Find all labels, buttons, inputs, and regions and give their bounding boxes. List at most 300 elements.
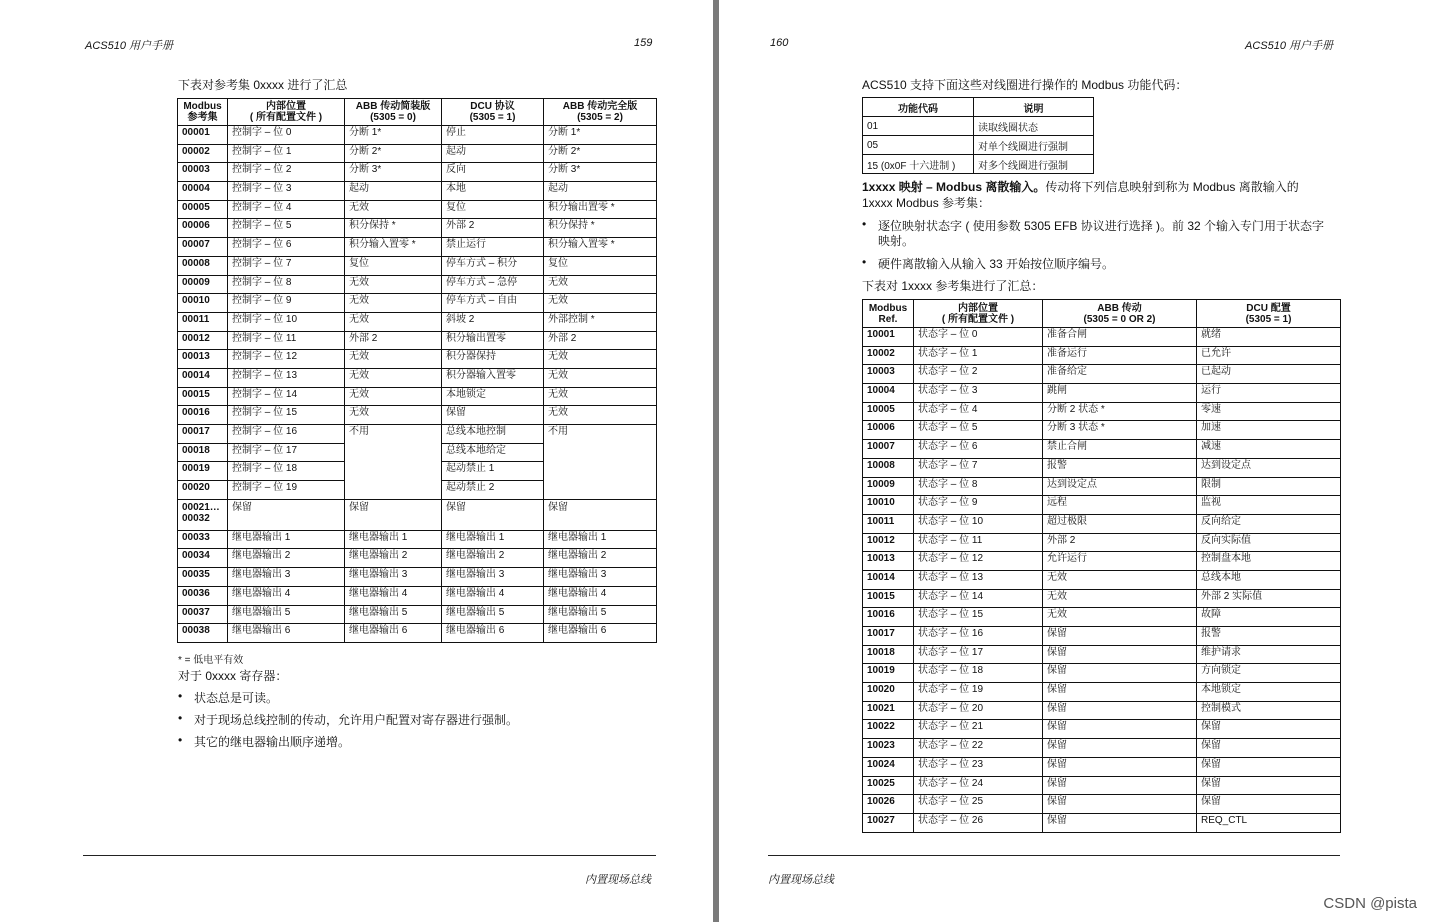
table-cell: 10003	[863, 365, 914, 384]
table-cell: 积分保持 *	[544, 219, 657, 238]
table-cell: 复位	[345, 256, 442, 275]
table-cell: 状态字 – 位 26	[914, 813, 1043, 832]
table-row	[863, 570, 1341, 589]
table-row	[178, 530, 657, 549]
table-cell: 00004	[178, 182, 228, 201]
table-cell: 继电器输出 1	[442, 530, 544, 549]
footnote: * = 低电平有效	[178, 655, 244, 666]
table-cell: 分断 1*	[345, 126, 442, 145]
table-row	[178, 275, 657, 294]
table-cell: 继电器输出 4	[228, 586, 345, 605]
table-cell: 控制字 – 位 9	[228, 294, 345, 313]
table-cell: 保留	[1043, 701, 1197, 720]
para-bold: 1xxxx 映射 – Modbus 离散输入。	[862, 180, 1046, 194]
table-cell: 10002	[863, 346, 914, 365]
table-cell: 10017	[863, 627, 914, 646]
table-row	[178, 294, 657, 313]
table-cell: 状态字 – 位 7	[914, 458, 1043, 477]
table-cell: 00002	[178, 144, 228, 163]
table-cell: 积分输出置零 *	[544, 200, 657, 219]
table-cell: 控制字 – 位 17	[228, 443, 345, 462]
table-cell: 积分保持 *	[345, 219, 442, 238]
col-header: 内部位置 ( 所有配置文件 )	[914, 300, 1043, 328]
table-cell: 继电器输出 6	[544, 624, 657, 643]
footer-text: 内置现场总线	[768, 874, 834, 886]
table-cell: 控制字 – 位 16	[228, 425, 345, 444]
table-cell: 保留	[1043, 645, 1197, 664]
table-cell: 远程	[1043, 496, 1197, 515]
col-header: 功能代码	[863, 98, 974, 117]
table-cell: 控制字 – 位 0	[228, 126, 345, 145]
table-cell: 保留	[1197, 776, 1341, 795]
col-header: Modbus Ref.	[863, 300, 914, 328]
table-row	[178, 182, 657, 201]
table-cell: 无效	[1043, 570, 1197, 589]
table-cell: 保留	[1197, 739, 1341, 758]
table-cell: 10015	[863, 589, 914, 608]
table-cell: 分断 3*	[345, 163, 442, 182]
table-cell: 保留	[1197, 720, 1341, 739]
table-cell: 控制字 – 位 13	[228, 368, 345, 387]
table-row	[863, 813, 1341, 832]
table-cell: 10027	[863, 813, 914, 832]
table-cell: 停车方式 – 积分	[442, 256, 544, 275]
table-cell: 本地锁定	[1197, 683, 1341, 702]
table-cell: 继电器输出 2	[228, 549, 345, 568]
table-cell: 00018	[178, 443, 228, 462]
table-row	[178, 387, 657, 406]
table-row	[863, 402, 1341, 421]
table-row	[178, 126, 657, 145]
table-cell: 保留	[1043, 683, 1197, 702]
table-cell: 保留	[1043, 795, 1197, 814]
table-cell: 保留	[345, 499, 442, 530]
left-page: ACS510 用户手册 159 下表对参考集 0xxxx 进行了汇总 Modbus 参考集 内部位置 ( 所有配置文件 ) ABB 传动简装版 (5305 = 0) DCU 协议 (5305 = 1) ABB 传动完全版 (5305 = 2) 00001 控制字 – 位 0 分断 1* 停止 分断 1* 00002 控制字 – 位 1 分断 2* 起动 分断 2* 00003 控制字 – 位 2 分断 3* 反向 分断 3* 00004 控制字 – 位 3 起动 本地 起动 00005 控制字 – 位 4 无效 复位 积分输出置零 * 00006 控制字 – 位 5 积分保持 * 外部 2 积分保持 * 00007 控制字 – 位 6 积分输入置零 * 禁止运行 积分输入置零 * 00008 控制字 – 位 7 复位 停车方式 – 积分 复位 00009 控制字 – 位 8 无效 停车方式 – 急停 无效 00010 控制字 – 位 9 无效 停车方式 – 自由 无效 00011 控制字 – 位 10 无效 斜坡 2 外部控制 * 00012 控制字 – 位 11 外部 2 积分输出置零 外部 2 00013 控制字 – 位 12 无效 积分器保持 无效 00014 控制字 – 位 13 无效 积分器输入置零 无效 00015 控制字 – 位 14 无效 本地锁定 无效 00016 控制字 – 位 15 无效 保留 无效 00017 控制字 – 位 16 不用 总线本地控制 不用 00018 控制字 – 位 17 总线本地给定 00019 控制字 – 位 18 起动禁止 1 00020 控制字 – 位 19 起动禁止 2 00021… 00032 保留 保留 保留 保留 00033 继电器输出 1 继电器输出 1 继电器输出 1 继电器输出 1 00034 继电器输出 2 继电器输出 2 继电器输出 2 继电器输出 2 00035 继电器输出 3 继电器输出 3 继电器输出 3 继电器输出 3 00036 继电器输出 4 继电器输出 4 继电器输出 4 继电器输出 4 00037 继电器输出 5 继电器输出 5 继电器输出 5 继电器输出 5 00038 继电器输出 6 继电器输出 6 继电器输出 6 继电器输出 6 * = 低电平有效 对于 0xxxx 寄存器： • 状态总是可读。 • 对于现场总线控制的传动，允许用户配置对寄存器进行强制。 • 其它的继电器输出顺序递增。 内置现场总线	[0, 0, 713, 922]
table-row	[178, 312, 657, 331]
table-row	[863, 346, 1341, 365]
table-cell: 状态字 – 位 18	[914, 664, 1043, 683]
table-cell: 控制字 – 位 19	[228, 481, 345, 500]
table-cell: 10026	[863, 795, 914, 814]
table-cell: 状态字 – 位 0	[914, 328, 1043, 347]
table-cell: 00020	[178, 481, 228, 500]
table-cell: 禁止运行	[442, 238, 544, 257]
table-cell: 10016	[863, 608, 914, 627]
bullet-text: 逐位映射状态字 ( 使用参数 5305 EFB 协议进行选择 )。前 32 个输入专门用于状态字	[878, 219, 1325, 233]
table-cell: 控制字 – 位 4	[228, 200, 345, 219]
table-cell: 保留	[1043, 664, 1197, 683]
table-cell: 15 (0x0F 十六进制 )	[863, 155, 974, 174]
table-cell: 分断 3 状态 *	[1043, 421, 1197, 440]
table-cell: 00035	[178, 568, 228, 587]
table-row	[178, 624, 657, 643]
table-cell: 状态字 – 位 6	[914, 440, 1043, 459]
table-cell: 保留	[1043, 739, 1197, 758]
col-header: 说明	[974, 98, 1094, 117]
table-intro: 下表对 1xxxx 参考集进行了汇总：	[862, 279, 1044, 293]
table-cell: 跳闸	[1043, 384, 1197, 403]
table-row	[863, 458, 1341, 477]
table-cell: 00012	[178, 331, 228, 350]
table-cell: 外部 2	[1043, 533, 1197, 552]
table-cell: 无效	[345, 312, 442, 331]
table-row	[178, 163, 657, 182]
table-cell: 控制字 – 位 2	[228, 163, 345, 182]
table-cell: 分断 2*	[345, 144, 442, 163]
registers-intro: 对于 0xxxx 寄存器：	[178, 669, 288, 683]
table-cell: 继电器输出 6	[442, 624, 544, 643]
table-cell: 00037	[178, 605, 228, 624]
table-cell: 保留	[1043, 720, 1197, 739]
table-cell: 控制字 – 位 7	[228, 256, 345, 275]
table-cell: 起动	[442, 144, 544, 163]
table-cell: 保留	[1043, 776, 1197, 795]
table-cell: 继电器输出 3	[544, 568, 657, 587]
footer-text: 内置现场总线	[585, 874, 651, 886]
table-cell: 保留	[1043, 813, 1197, 832]
table-intro: 下表对参考集 0xxxx 进行了汇总	[178, 78, 348, 92]
table-cell: 控制字 – 位 15	[228, 406, 345, 425]
table-cell: 状态字 – 位 23	[914, 757, 1043, 776]
table-cell: 起动禁止 2	[442, 481, 544, 500]
table-cell: 继电器输出 5	[228, 605, 345, 624]
table-cell: 10011	[863, 514, 914, 533]
table-cell: 控制字 – 位 18	[228, 462, 345, 481]
table-row	[863, 421, 1341, 440]
table-cell: 继电器输出 1	[544, 530, 657, 549]
table-cell: 保留	[228, 499, 345, 530]
table-cell: 05	[863, 136, 974, 155]
table-cell: 状态字 – 位 9	[914, 496, 1043, 515]
table-cell: 00005	[178, 200, 228, 219]
table-cell: 状态字 – 位 5	[914, 421, 1043, 440]
table-row	[178, 350, 657, 369]
table-cell: 准备运行	[1043, 346, 1197, 365]
table-cell: 继电器输出 2	[544, 549, 657, 568]
table-cell: 禁止合闸	[1043, 440, 1197, 459]
table-row	[178, 425, 657, 444]
bullet-text: 状态总是可读。	[194, 691, 279, 705]
table-cell: 超过极限	[1043, 514, 1197, 533]
table-cell: 继电器输出 4	[345, 586, 442, 605]
merged-cell: 不用	[544, 425, 657, 500]
table-cell: 无效	[345, 350, 442, 369]
table-cell: 00006	[178, 219, 228, 238]
table-cell: 10005	[863, 402, 914, 421]
table-cell: 积分输入置零 *	[544, 238, 657, 257]
table-cell: 10023	[863, 739, 914, 758]
table-cell: 10010	[863, 496, 914, 515]
table-row	[178, 219, 657, 238]
function-code-table	[862, 97, 1094, 174]
bullet-text: 其它的继电器输出顺序递增。	[194, 735, 351, 749]
table-cell: 运行	[1197, 384, 1341, 403]
table-cell: 斜坡 2	[442, 312, 544, 331]
col-header: ABB 传动 (5305 = 0 OR 2)	[1043, 300, 1197, 328]
table-cell: 状态字 – 位 14	[914, 589, 1043, 608]
table-cell: 00016	[178, 406, 228, 425]
table-cell: 10022	[863, 720, 914, 739]
table-cell: 对单个线圈进行强制	[974, 136, 1094, 155]
table-cell: 控制字 – 位 3	[228, 182, 345, 201]
table-cell: 总线本地给定	[442, 443, 544, 462]
table-cell: 外部 2	[544, 331, 657, 350]
table-cell: 起动	[345, 182, 442, 201]
table-row	[863, 683, 1341, 702]
footer-rule	[83, 855, 656, 856]
table-cell: 00034	[178, 549, 228, 568]
table-cell: 状态字 – 位 17	[914, 645, 1043, 664]
table-cell: 状态字 – 位 21	[914, 720, 1043, 739]
table-cell: 保留	[1197, 795, 1341, 814]
table-cell: 对多个线圈进行强制	[974, 155, 1094, 174]
table-row	[178, 331, 657, 350]
table-cell: 分断 1*	[544, 126, 657, 145]
table-cell: 起动	[544, 182, 657, 201]
table-cell: 复位	[544, 256, 657, 275]
table-cell: 继电器输出 5	[544, 605, 657, 624]
page-number: 160	[770, 37, 789, 49]
table-row	[178, 605, 657, 624]
table-cell: 10014	[863, 570, 914, 589]
table-cell: 00036	[178, 586, 228, 605]
page-number: 159	[634, 37, 653, 49]
table-cell: 状态字 – 位 1	[914, 346, 1043, 365]
table-cell: 无效	[345, 275, 442, 294]
table-cell: 继电器输出 4	[544, 586, 657, 605]
table-cell: 状态字 – 位 16	[914, 627, 1043, 646]
table-cell: 本地	[442, 182, 544, 201]
table-cell: 保留	[442, 406, 544, 425]
table-row	[863, 627, 1341, 646]
table-cell: 读取线圈状态	[974, 117, 1094, 136]
table-cell: 00019	[178, 462, 228, 481]
table-cell: 无效	[1043, 608, 1197, 627]
table-cell: 无效	[544, 387, 657, 406]
table-cell: 10024	[863, 757, 914, 776]
table-cell: 00009	[178, 275, 228, 294]
table-cell: 10018	[863, 645, 914, 664]
table-cell: 控制字 – 位 5	[228, 219, 345, 238]
table-row	[178, 144, 657, 163]
table-cell: 允许运行	[1043, 552, 1197, 571]
table-cell: 分断 2 状态 *	[1043, 402, 1197, 421]
table-cell: 00033	[178, 530, 228, 549]
table-cell: 外部控制 *	[544, 312, 657, 331]
table-row	[863, 608, 1341, 627]
table-cell: 无效	[544, 275, 657, 294]
table-cell: 无效	[345, 200, 442, 219]
table-cell: 无效	[544, 350, 657, 369]
table-cell: 10012	[863, 533, 914, 552]
para-text: 传动将下列信息映射到称为 Modbus 离散输入的	[1045, 180, 1299, 194]
table-cell: 控制字 – 位 6	[228, 238, 345, 257]
table-cell: 积分器输入置零	[442, 368, 544, 387]
table-cell: 积分输入置零 *	[345, 238, 442, 257]
table-cell: 积分输出置零	[442, 331, 544, 350]
function-intro: ACS510 支持下面这些对线圈进行操作的 Modbus 功能代码：	[862, 78, 1188, 92]
table-cell: 继电器输出 1	[228, 530, 345, 549]
table-cell: 分断 2*	[544, 144, 657, 163]
table-cell: 10021	[863, 701, 914, 720]
col-header: DCU 配置 (5305 = 1)	[1197, 300, 1341, 328]
table-cell: 00003	[178, 163, 228, 182]
table-row	[863, 664, 1341, 683]
table-cell: 00038	[178, 624, 228, 643]
table-cell: 减速	[1197, 440, 1341, 459]
table-row	[178, 568, 657, 587]
table-cell: 状态字 – 位 11	[914, 533, 1043, 552]
table-cell: 保留	[544, 499, 657, 530]
table-row	[863, 589, 1341, 608]
table-row	[863, 328, 1341, 347]
table-cell: 无效	[345, 406, 442, 425]
table-row	[178, 499, 657, 530]
table-cell: 就绪	[1197, 328, 1341, 347]
table-cell: 反向	[442, 163, 544, 182]
table-cell: 00001	[178, 126, 228, 145]
table-cell: 准备给定	[1043, 365, 1197, 384]
table-cell: 控制字 – 位 8	[228, 275, 345, 294]
table-cell: 准备合闸	[1043, 328, 1197, 347]
table-cell: 10001	[863, 328, 914, 347]
table-cell: 状态字 – 位 4	[914, 402, 1043, 421]
table-cell: 状态字 – 位 19	[914, 683, 1043, 702]
table-cell: 继电器输出 5	[345, 605, 442, 624]
table-cell: 已起动	[1197, 365, 1341, 384]
table-cell: 状态字 – 位 8	[914, 477, 1043, 496]
table-cell: 控制字 – 位 10	[228, 312, 345, 331]
table-cell: 外部 2 实际值	[1197, 589, 1341, 608]
table-cell: 无效	[1043, 589, 1197, 608]
table-cell: 状态字 – 位 22	[914, 739, 1043, 758]
watermark: CSDN @pista	[1323, 895, 1417, 912]
table-cell: 限制	[1197, 477, 1341, 496]
table-cell: 停车方式 – 急停	[442, 275, 544, 294]
col-header: ABB 传动简装版 (5305 = 0)	[345, 99, 442, 126]
table-cell: 反向给定	[1197, 514, 1341, 533]
reference-1xxxx-table	[862, 299, 1341, 833]
table-cell: 停止	[442, 126, 544, 145]
table-row	[863, 496, 1341, 515]
table-row	[863, 514, 1341, 533]
table-cell: 复位	[442, 200, 544, 219]
table-cell: 无效	[544, 368, 657, 387]
table-cell: 报警	[1197, 627, 1341, 646]
col-header: ABB 传动完全版 (5305 = 2)	[544, 99, 657, 126]
table-cell: 报警	[1043, 458, 1197, 477]
table-cell: 00017	[178, 425, 228, 444]
table-row	[178, 406, 657, 425]
table-cell: 停车方式 – 自由	[442, 294, 544, 313]
table-row	[178, 200, 657, 219]
merged-cell: 不用	[345, 425, 442, 500]
table-cell: REQ_CTL	[1197, 813, 1341, 832]
table-row	[178, 586, 657, 605]
table-cell: 起动禁止 1	[442, 462, 544, 481]
table-cell: 总线本地控制	[442, 425, 544, 444]
table-cell: 状态字 – 位 3	[914, 384, 1043, 403]
table-cell: 继电器输出 3	[442, 568, 544, 587]
table-cell: 达到设定点	[1043, 477, 1197, 496]
table-cell: 方向锁定	[1197, 664, 1341, 683]
table-cell: 加速	[1197, 421, 1341, 440]
table-row	[863, 533, 1341, 552]
table-row	[863, 701, 1341, 720]
table-cell: 状态字 – 位 15	[914, 608, 1043, 627]
table-cell: 继电器输出 5	[442, 605, 544, 624]
table-cell: 继电器输出 3	[228, 568, 345, 587]
table-row	[863, 477, 1341, 496]
right-page: 160 ACS510 用户手册 ACS510 支持下面这些对线圈进行操作的 Modbus 功能代码： 功能代码 说明 01 读取线圈状态 05 对单个线圈进行强制 15 (0x0F 十六进制 ) 对多个线圈进行强制 1xxxx 映射 – Modbus 离散输入。传动将下列信息映射到称为 Modbus 离散输入的 1xxxx Modbus 参考集： • 逐位映射状态字 ( 使用参数 5305 EFB 协议进行选择 )。前 32 个输入专门用于状态字 映射。 • 硬件离散输入从输入 33 开始按位顺序编号。 下表对 1xxxx 参考集进行了汇总： Modbus Ref. 内部位置 ( 所有配置文件 ) ABB 传动 (5305 = 0 OR 2) DCU 配置 (5305 = 1) 10001 状态字 – 位 0 准备合闸 就绪 10002 状态字 – 位 1 准备运行 已允许 10003 状态字 – 位 2 准备给定 已起动 10004 状态字 – 位 3 跳闸 运行 10005 状态字 – 位 4 分断 2 状态 * 零速 10006 状态字 – 位 5 分断 3 状态 * 加速 10007 状态字 – 位 6 禁止合闸 减速 10008 状态字 – 位 7 报警 达到设定点 10009 状态字 – 位 8 达到设定点 限制 10010 状态字 – 位 9 远程 监视 10011 状态字 – 位 10 超过极限 反向给定 10012 状态字 – 位 11 外部 2 反向实际值 10013 状态字 – 位 12 允许运行 控制盘本地 10014 状态字 – 位 13 无效 总线本地 10015 状态字 – 位 14 无效 外部 2 实际值 10016 状态字 – 位 15 无效 故障 10017 状态字 – 位 16 保留 报警 10018 状态字 – 位 17 保留 维护请求 10019 状态字 – 位 18 保留 方向锁定 10020 状态字 – 位 19 保留 本地锁定 10021 状态字 – 位 20 保留 控制模式 10022 状态字 – 位 21 保留 保留 10023 状态字 – 位 22 保留 保留 10024 状态字 – 位 23 保留 保留 10025 状态字 – 位 24 保留 保留 10026 状态字 – 位 25 保留 保留 10027 状态字 – 位 26 保留 REQ_CTL 内置现场总线	[719, 0, 1431, 922]
table-row	[178, 549, 657, 568]
table-cell: 00013	[178, 350, 228, 369]
table-cell: 状态字 – 位 20	[914, 701, 1043, 720]
table-cell: 无效	[345, 387, 442, 406]
table-cell: 01	[863, 117, 974, 136]
table-cell: 10004	[863, 384, 914, 403]
table-cell: 分断 3*	[544, 163, 657, 182]
col-header: 内部位置 ( 所有配置文件 )	[228, 99, 345, 126]
table-cell: 继电器输出 6	[228, 624, 345, 643]
table-row	[178, 368, 657, 387]
table-row	[863, 776, 1341, 795]
table-cell: 保留	[1043, 627, 1197, 646]
table-cell: 10009	[863, 477, 914, 496]
table-cell: 总线本地	[1197, 570, 1341, 589]
table-cell: 控制字 – 位 11	[228, 331, 345, 350]
table-cell: 00015	[178, 387, 228, 406]
table-row	[863, 365, 1341, 384]
table-cell: 00011	[178, 312, 228, 331]
table-cell: 继电器输出 1	[345, 530, 442, 549]
table-cell: 监视	[1197, 496, 1341, 515]
table-cell: 控制字 – 位 12	[228, 350, 345, 369]
table-cell: 00014	[178, 368, 228, 387]
table-row	[863, 384, 1341, 403]
table-cell: 反向实际值	[1197, 533, 1341, 552]
table-cell: 保留	[1197, 757, 1341, 776]
table-cell: 保留	[442, 499, 544, 530]
table-cell: 状态字 – 位 10	[914, 514, 1043, 533]
table-cell: 达到设定点	[1197, 458, 1341, 477]
table-cell: 控制字 – 位 1	[228, 144, 345, 163]
table-cell: 状态字 – 位 12	[914, 552, 1043, 571]
table-cell: 继电器输出 4	[442, 586, 544, 605]
table-cell: 继电器输出 2	[345, 549, 442, 568]
table-cell: 10019	[863, 664, 914, 683]
footer-rule	[768, 855, 1340, 856]
table-cell: 10007	[863, 440, 914, 459]
table-cell: 零速	[1197, 402, 1341, 421]
table-cell: 无效	[544, 294, 657, 313]
header-title: ACS510 用户手册	[85, 40, 174, 52]
table-cell: 故障	[1197, 608, 1341, 627]
table-cell: 无效	[544, 406, 657, 425]
table-cell: 10008	[863, 458, 914, 477]
table-row	[863, 440, 1341, 459]
table-row	[863, 720, 1341, 739]
table-cell: 状态字 – 位 25	[914, 795, 1043, 814]
table-cell: 继电器输出 3	[345, 568, 442, 587]
table-cell: 控制字 – 位 14	[228, 387, 345, 406]
table-cell: 状态字 – 位 24	[914, 776, 1043, 795]
table-cell: 10006	[863, 421, 914, 440]
table-cell: 积分器保持	[442, 350, 544, 369]
table-cell: 无效	[345, 368, 442, 387]
table-cell: 10020	[863, 683, 914, 702]
para-text: 1xxxx Modbus 参考集：	[862, 196, 991, 210]
